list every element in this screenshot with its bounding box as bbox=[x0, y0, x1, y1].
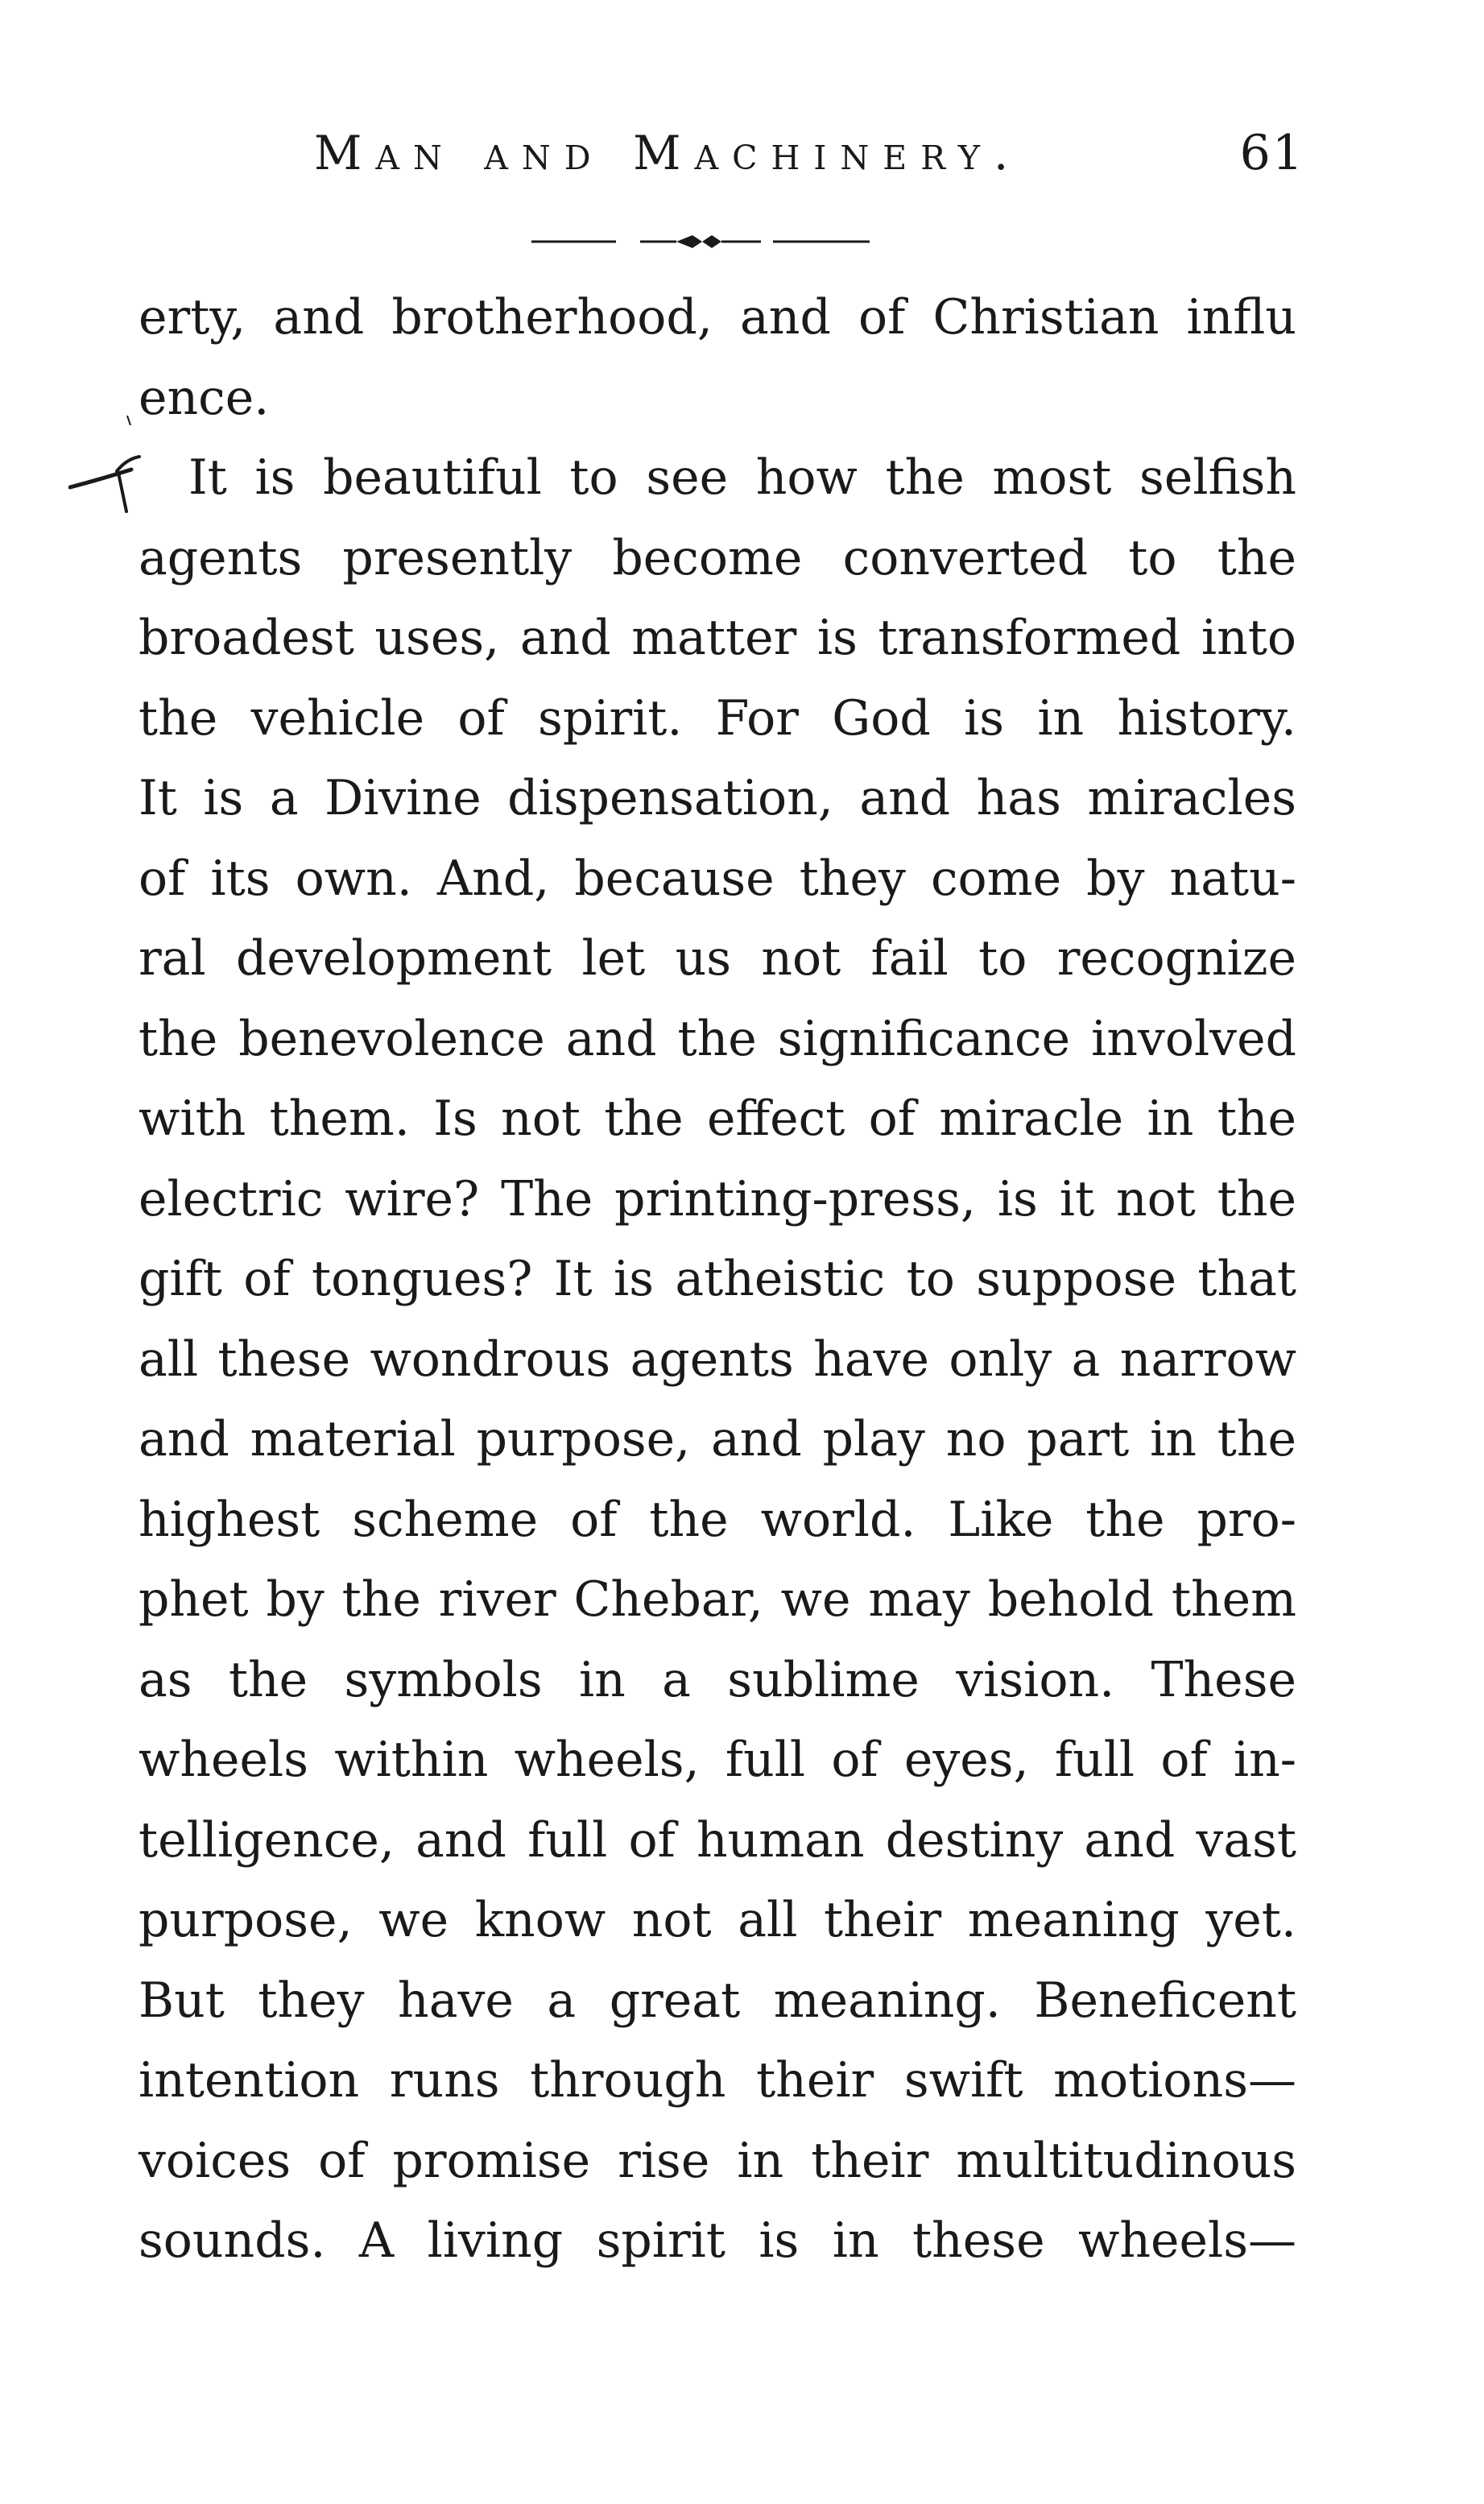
text-line: It is a Divine dispensation, and has miracles bbox=[138, 770, 1296, 826]
running-title: Man and Machinery. bbox=[314, 126, 1023, 180]
text-line: electric wire? The printing-press, is it not the bbox=[138, 1170, 1296, 1227]
text-line: the vehicle of spirit. For God is in history. bbox=[138, 689, 1296, 747]
text-line: telligence, and full of human destiny and vast bbox=[138, 1811, 1296, 1869]
text-line: sounds. A living spirit is in these wheels— bbox=[138, 2212, 1296, 2269]
text-line: intention runs through their swift motions— bbox=[138, 2052, 1296, 2109]
text-line: ence. bbox=[138, 369, 270, 426]
text-line: gift of tongues? It is atheistic to suppose that bbox=[138, 1251, 1296, 1307]
body-text bbox=[138, 278, 1296, 2282]
text-line: But they have a great meaning. Beneficent bbox=[138, 1972, 1296, 2029]
running-head bbox=[314, 121, 1304, 185]
text-line: as the symbols in a sublime vision. These bbox=[138, 1651, 1296, 1708]
text-line: ral development let us not fail to recognize bbox=[138, 930, 1296, 987]
text-line: of its own. And, because they come by natu- bbox=[138, 850, 1296, 907]
text-line: voices of promise rise in their multitudinous bbox=[138, 2132, 1296, 2189]
page-number: 61 bbox=[1239, 125, 1304, 181]
margin-tick-mark bbox=[126, 416, 132, 425]
text-line: all these wondrous agents have only a narrow bbox=[138, 1331, 1296, 1388]
header-ornament bbox=[531, 226, 886, 258]
text-line: with them. Is not the effect of miracle in the bbox=[138, 1091, 1296, 1147]
text-line: purpose, we know not all their meaning yet. bbox=[138, 1892, 1296, 1948]
text-line: erty, and brotherhood, and of Christian influ bbox=[138, 289, 1296, 346]
text-line: broadest uses, and matter is transformed into bbox=[138, 610, 1296, 666]
text-line: highest scheme of the world. Like the pro- bbox=[138, 1491, 1296, 1548]
text-line: and material purpose, and play no part in the bbox=[138, 1411, 1296, 1467]
text-line: It is beautiful to see how the most selfish bbox=[188, 449, 1296, 506]
text-line: agents presently become converted to the bbox=[138, 529, 1296, 586]
text-line: wheels within wheels, full of eyes, full of in- bbox=[138, 1732, 1296, 1788]
ornament-flourish bbox=[676, 235, 721, 248]
text-line: the benevolence and the significance involved bbox=[138, 1010, 1296, 1067]
text-line: phet by the river Chebar, we may behold them bbox=[138, 1571, 1296, 1628]
